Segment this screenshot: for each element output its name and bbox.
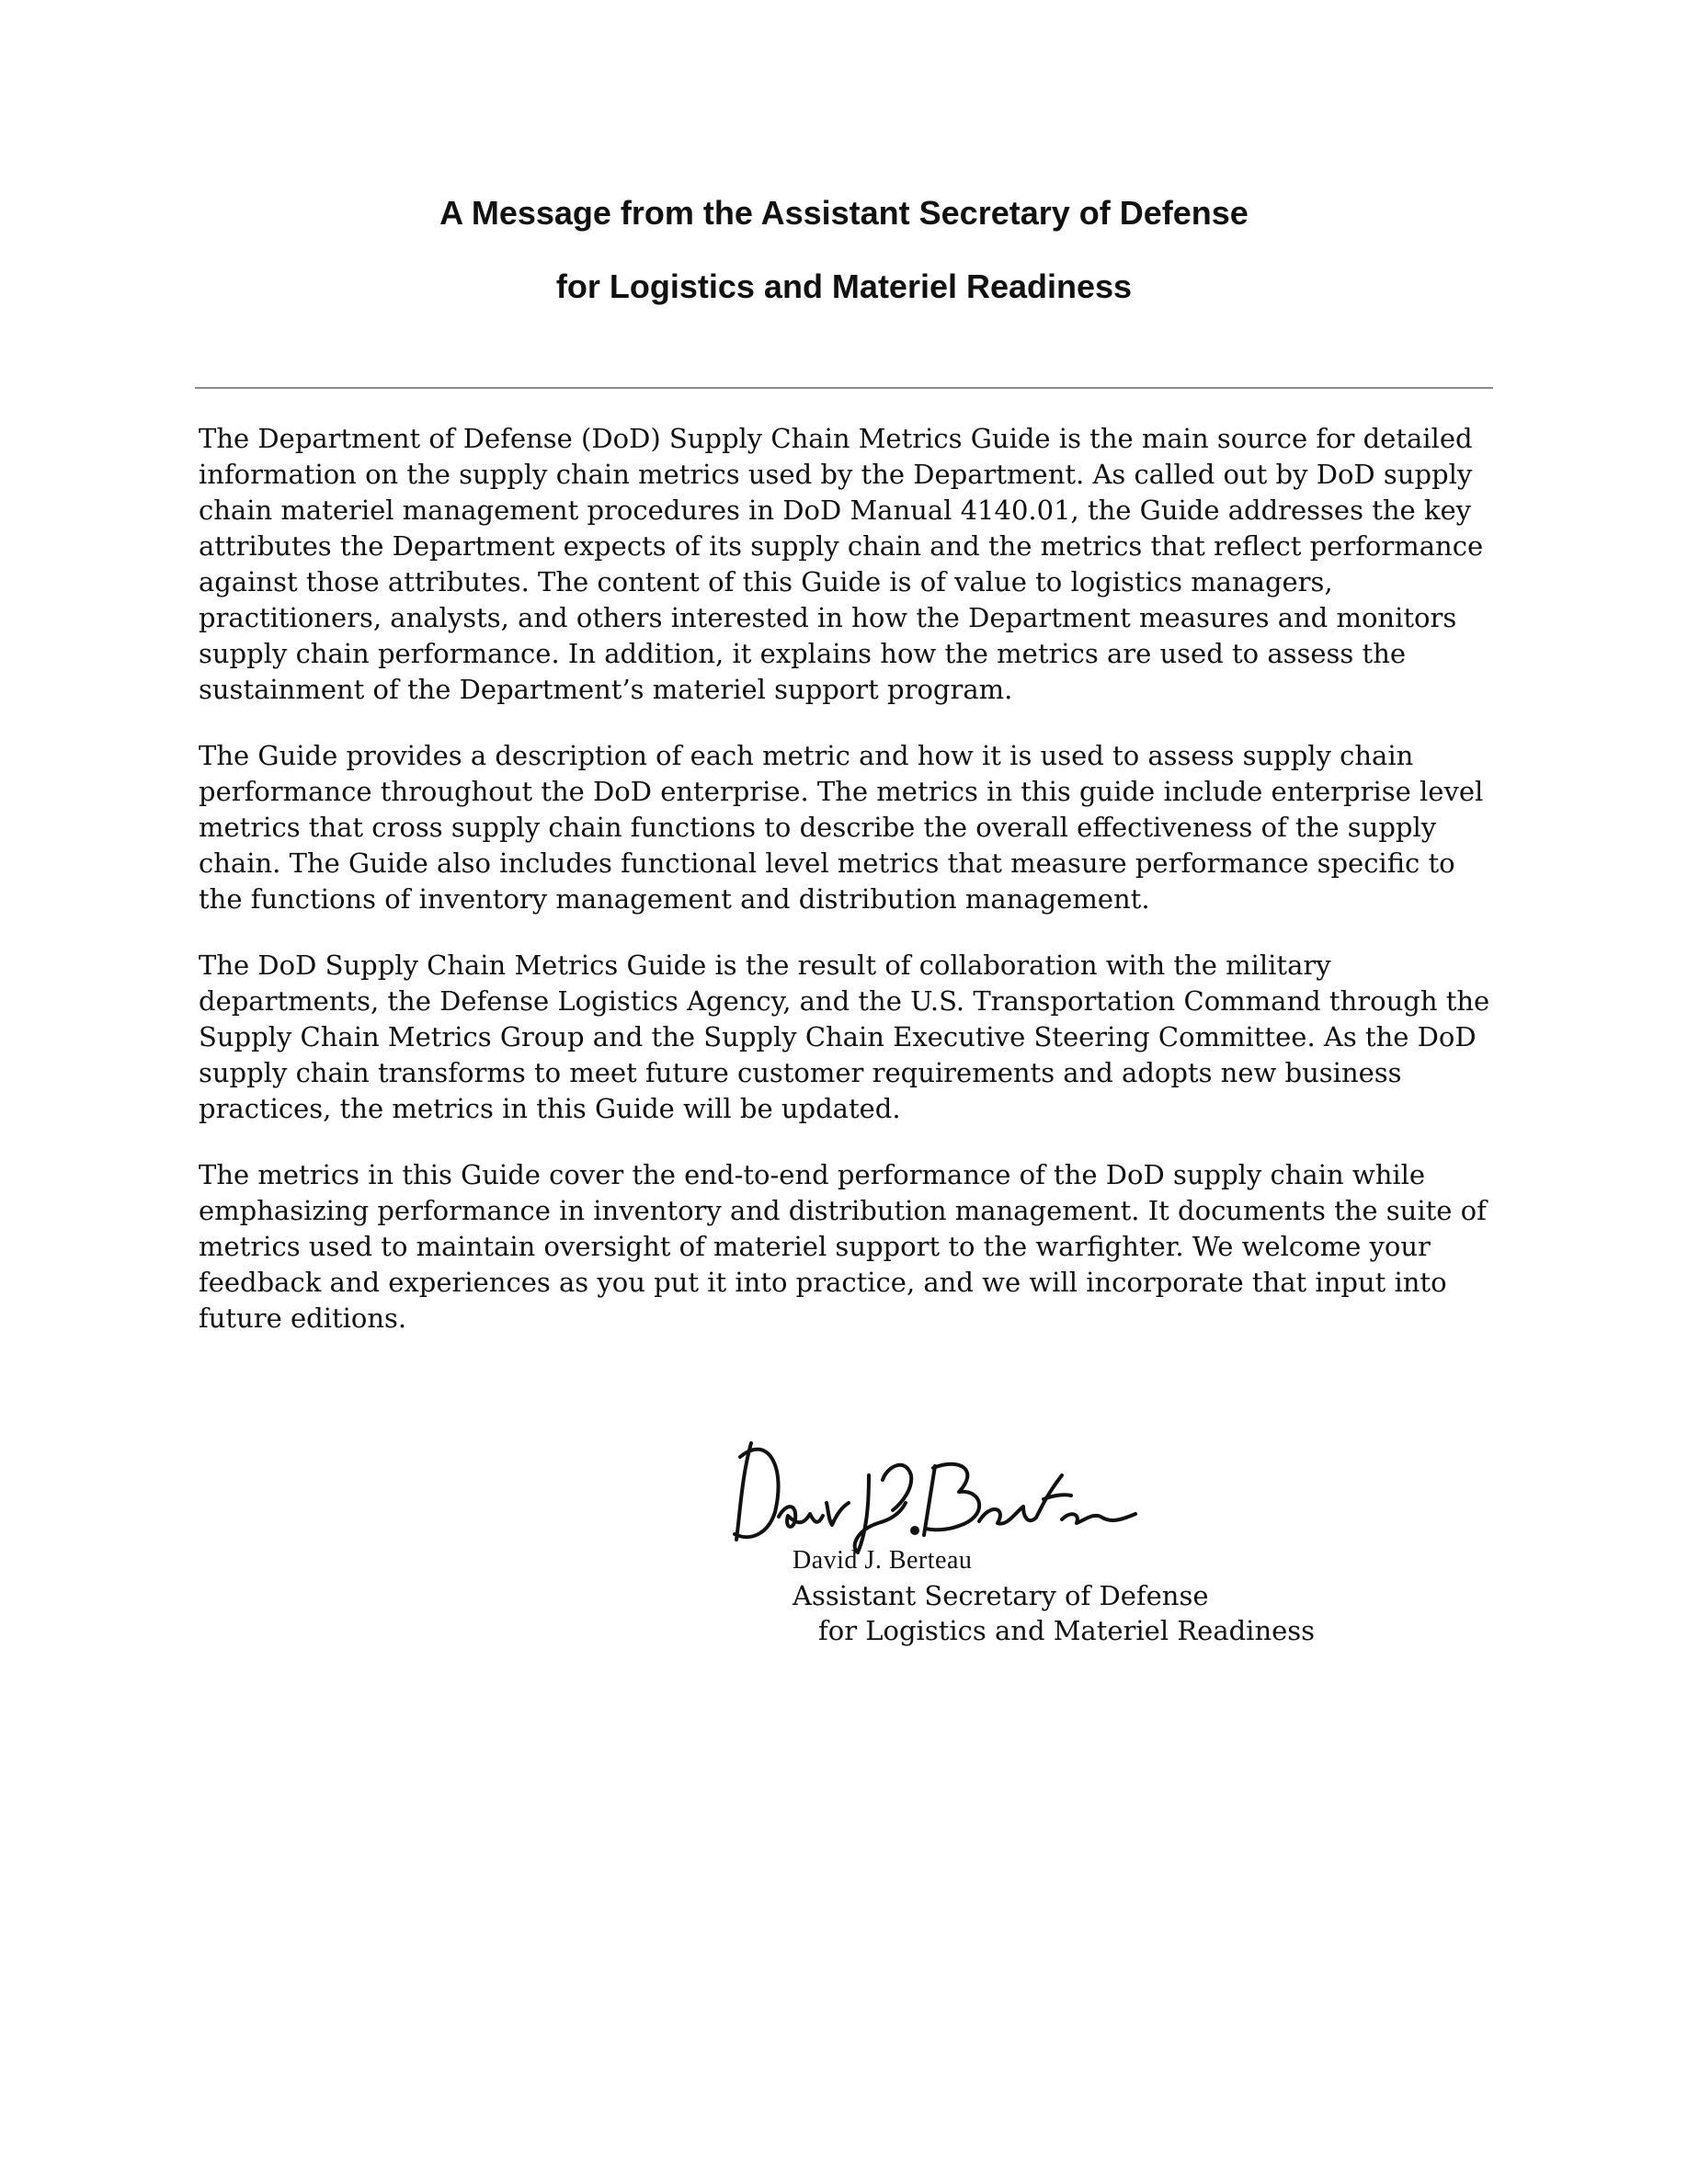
signer-name: David J. Berteau: [793, 1546, 973, 1575]
paragraph-2: The Guide provides a description of each metric and how it is used to assess supply chain performance throughout the DoD enterprise. The metrics in this guide include enterprise level metrics that cross supply chain functions to describe the overall effectiveness of the supply chain. The Guide also includes functional level metrics that measure performance specific to the functions of inventory management and distribution management.: [199, 740, 1484, 915]
paragraph-4: The metrics in this Guide cover the end-to-end performance of the DoD supply chain while emphasizing performance in inventory and distribution management. It documents the suite of metrics used to maintain oversight of materiel support to the warfighter. We welcome your feedback and experiences as you put it into practice, and we will incorporate that input into future editions.: [199, 1159, 1487, 1334]
page-title-line-1: A Message from the Assistant Secretary of Defense: [439, 194, 1249, 232]
signer-title-line-1: Assistant Secretary of Defense: [793, 1580, 1209, 1611]
title-divider: [195, 387, 1493, 389]
signer-title-line-2: for Logistics and Materiel Readiness: [818, 1615, 1316, 1646]
page-title-line-2: for Logistics and Materiel Readiness: [555, 267, 1133, 305]
paragraph-3: The DoD Supply Chain Metrics Guide is the result of collaboration with the military departments, the Defense Logistics Agency, and the U.S. Transportation Command through the Supply Chain Metrics Group and the Supply Chain Executive Steering Committee. As the DoD supply chain transforms to meet future customer requirements and adopts new business practices, the metrics in this Guide will be updated.: [199, 950, 1490, 1124]
letter-body: [199, 421, 1495, 1367]
handwritten-signature: [731, 1439, 1145, 1558]
paragraph-1: The Department of Defense (DoD) Supply Chain Metrics Guide is the main source for detailed information on the supply chain metrics used by the Department. As called out by DoD supply chain materiel management procedures in DoD Manual 4140.01, the Guide addresses the key attributes the Department expects of its supply chain and the metrics that reflect performance against those attributes. The content of this Guide is of value to logistics managers, practitioners, analysts, and others interested in how the Department measures and monitors supply chain performance. In addition, it explains how the metrics are used to assess the sustainment of the Department’s materiel support program.: [199, 423, 1484, 705]
